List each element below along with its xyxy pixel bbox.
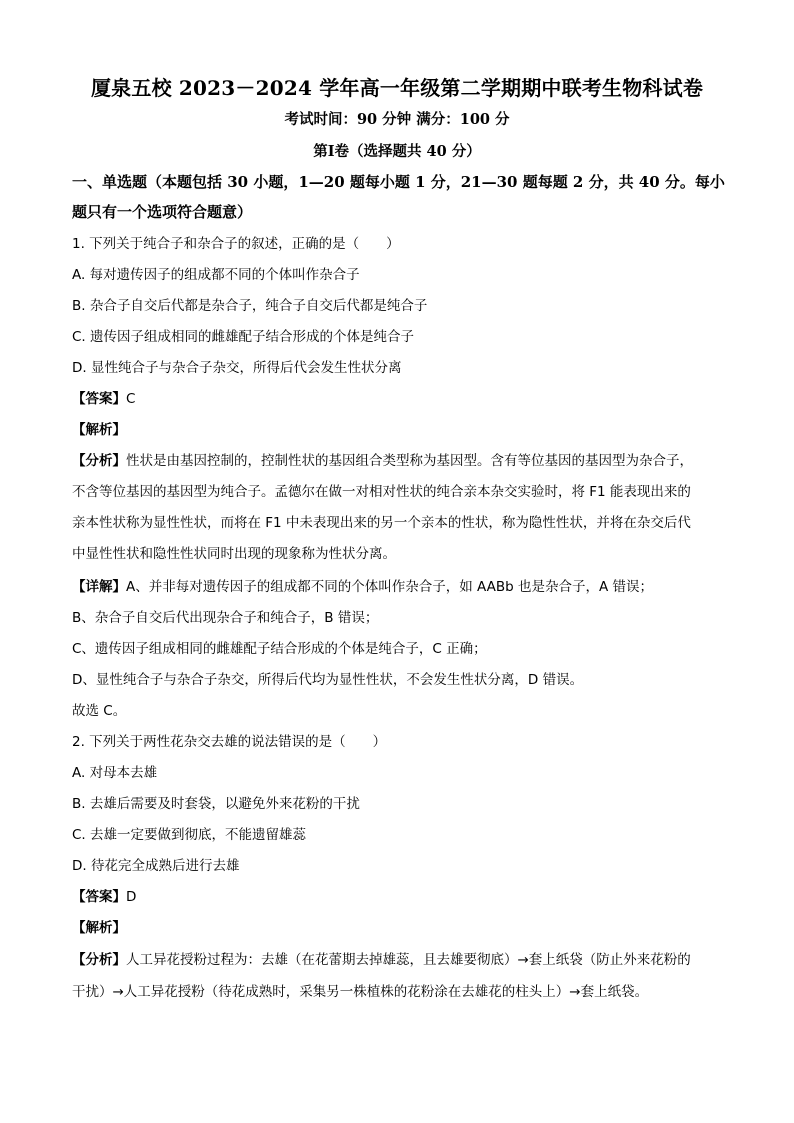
question-1-answer xyxy=(72,389,732,409)
question-1-fenxi-line-2: 不含等位基因的基因型为纯合子。孟德尔在做一对相对性状的纯合亲本杂交实验时，将 F1 能表现出来的 xyxy=(72,484,691,500)
question-1-option-d: D. 显性纯合子与杂合子杂交，所得后代会发生性状分离 xyxy=(72,360,402,376)
question-2-fenxi-line-2: 干扰）→人工异花授粉（待花成熟时，采集另一株植株的花粉涂在去雄花的柱头上）→套上纸袋。 xyxy=(72,984,649,1000)
question-1-option-c: C. 遗传因子组成相同的雌雄配子结合形成的个体是纯合子 xyxy=(72,329,415,345)
question-1-xiangjie-line-3: C、遗传因子组成相同的雌雄配子结合形成的个体是纯合子，C 正确； xyxy=(72,641,487,657)
question-2-option-a: A. 对母本去雄 xyxy=(72,765,158,781)
question-1-option-b: B. 杂合子自交后代都是杂合子，纯合子自交后代都是纯合子 xyxy=(72,298,428,314)
question-2-answer xyxy=(72,887,732,907)
answer-tag: 【答案】 xyxy=(72,391,126,407)
question-1-fenxi-line-1 xyxy=(72,451,732,471)
section-heading: 第Ⅰ卷（选择题共 40 分） xyxy=(313,143,481,160)
fenxi-text: 性状是由基因控制的，控制性状的基因组合类型称为基因型。含有等位基因的基因型为杂合子， xyxy=(126,453,693,469)
question-1-analysis-tag xyxy=(72,420,732,440)
question-2-option-b: B. 去雄后需要及时套袋，以避免外来花粉的干扰 xyxy=(72,796,360,812)
xiangjie-text: A、并非每对遗传因子的组成都不同的个体叫作杂合子，如 AABb 也是杂合子，A 错误； xyxy=(126,579,654,595)
xiangjie-tag: 【详解】 xyxy=(72,579,126,595)
exam-info: 考试时间：90 分钟 满分：100 分 xyxy=(284,111,510,128)
fenxi-tag: 【分析】 xyxy=(72,453,126,469)
question-1-xiangjie-line-4: D、显性纯合子与杂合子杂交，所得后代均为显性性状，不会发生性状分离，D 错误。 xyxy=(72,672,584,688)
analysis-tag: 【解析】 xyxy=(72,920,126,936)
question-1-xiangjie-line-2: B、杂合子自交后代出现杂合子和纯合子，B 错误； xyxy=(72,610,379,626)
fenxi-tag: 【分析】 xyxy=(72,952,126,968)
question-2-option-c: C. 去雄一定要做到彻底，不能遗留雄蕊 xyxy=(72,827,307,843)
question-2-fenxi-line-1 xyxy=(72,950,732,970)
question-1-fenxi-line-3: 亲本性状称为显性性状，而将在 F1 中未表现出来的另一个亲本的性状，称为隐性性状，并将在杂交后代 xyxy=(72,515,691,531)
answer-value: D xyxy=(126,889,137,905)
answer-value: C xyxy=(126,391,136,407)
analysis-tag: 【解析】 xyxy=(72,422,126,438)
question-1-conclusion: 故选 C。 xyxy=(72,703,127,719)
question-1-fenxi-line-4: 中显性性状和隐性性状同时出现的现象称为性状分离。 xyxy=(72,546,396,562)
exam-title: 厦泉五校 2023－2024 学年高一年级第二学期期中联考生物科试卷 xyxy=(90,76,704,100)
question-2-stem: 2. 下列关于两性花杂交去雄的说法错误的是（ ） xyxy=(72,734,387,750)
question-1-stem: 1. 下列关于纯合子和杂合子的叙述，正确的是（ ） xyxy=(72,236,400,252)
question-1-xiangjie-line-1 xyxy=(72,577,732,597)
answer-tag: 【答案】 xyxy=(72,889,126,905)
instructions-line-1: 一、单选题（本题包括 30 小题，1—20 题每小题 1 分，21—30 题每题 2 分，共 40 分。每小 xyxy=(72,173,725,191)
question-2-option-d: D. 待花完全成熟后进行去雄 xyxy=(72,858,240,874)
question-2-analysis-tag xyxy=(72,918,732,938)
question-1-option-a: A. 每对遗传因子的组成都不同的个体叫作杂合子 xyxy=(72,267,360,283)
fenxi-text: 人工异花授粉过程为：去雄（在花蕾期去掉雄蕊，且去雄要彻底）→套上纸袋（防止外来花粉的 xyxy=(126,952,691,968)
instructions-line-2: 题只有一个选项符合题意） xyxy=(72,203,253,221)
